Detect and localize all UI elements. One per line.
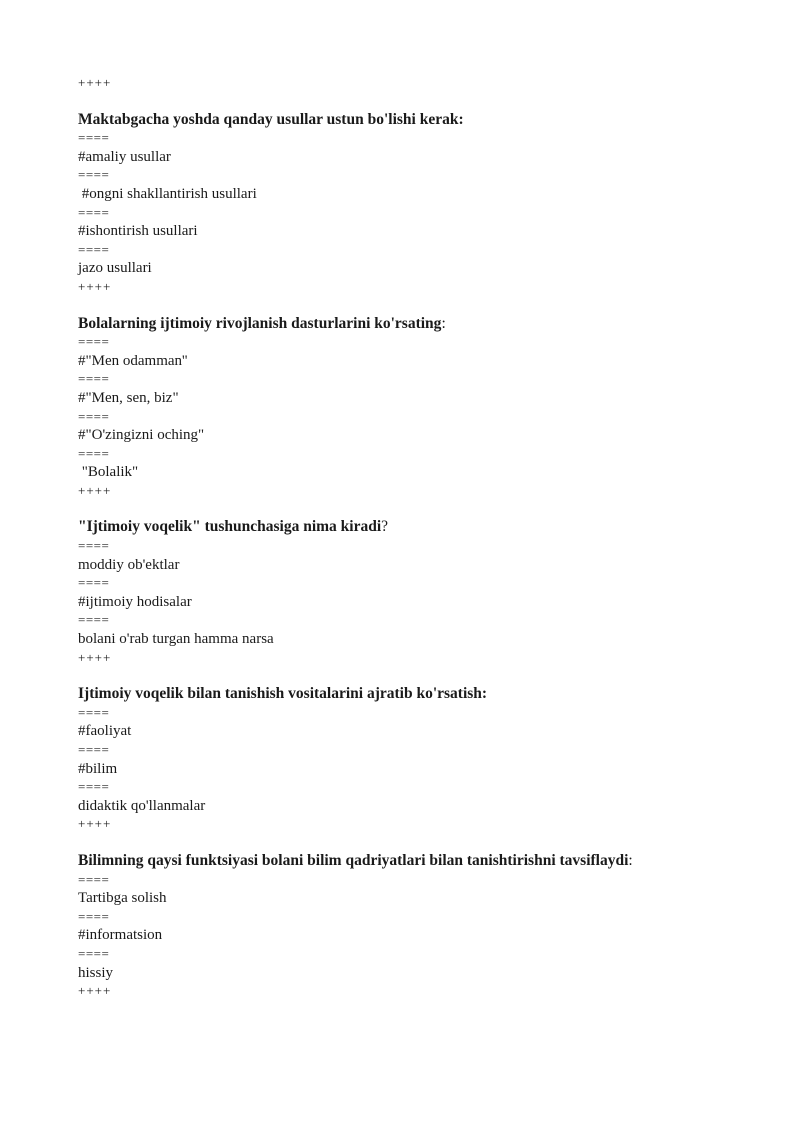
start-marker: ++++ xyxy=(78,75,112,90)
answer-option: #"Men odamman'' xyxy=(78,352,188,369)
separator: ==== xyxy=(78,445,110,461)
separator: ==== xyxy=(78,538,110,554)
end-marker: ++++ xyxy=(78,983,112,999)
answer-option: jazo usullari xyxy=(78,260,152,277)
question-block xyxy=(78,518,768,667)
question-title: Bolalarning ijtimoiy rivojlanish dasturlarini ko'rsating: xyxy=(78,314,446,332)
question-title: Maktabgacha yoshda qanday usullar ustun bo'lishi kerak: xyxy=(78,110,464,128)
answer-option: #ijtimoiy hodisalar xyxy=(78,593,192,610)
question-block xyxy=(78,685,768,834)
separator: ==== xyxy=(78,408,110,424)
separator: ==== xyxy=(78,704,110,720)
separator: ==== xyxy=(78,908,110,924)
separator: ==== xyxy=(78,612,110,628)
answer-option: #bilim xyxy=(78,760,118,777)
question-title: Bilimning qaysi funktsiyasi bolani bilim qadriyatlari bilan tanishtirishni tavsiflaydi: xyxy=(78,851,633,869)
answer-option: #informatsion xyxy=(78,927,163,944)
answer-option: #"O'zingizni oching" xyxy=(78,427,205,444)
separator: ==== xyxy=(78,204,110,220)
answer-option: moddiy ob'ektlar xyxy=(78,556,180,573)
answer-option: "Bolalik" xyxy=(78,464,139,481)
answer-option: bolani o'rab turgan hamma narsa xyxy=(78,631,274,648)
answer-option: didaktik qo'llanmalar xyxy=(78,797,206,814)
question-title: Ijtimoiy voqelik bilan tanishish vositalarini ajratib ko'rsatish: xyxy=(78,685,488,703)
answer-option: Tartibga solish xyxy=(78,890,167,907)
end-marker: ++++ xyxy=(78,482,112,498)
answer-option: #ongni shakllantirish usullari xyxy=(78,185,257,202)
separator: ==== xyxy=(78,575,110,591)
question-block xyxy=(78,315,768,501)
answer-option: #ishontirish usullari xyxy=(78,223,198,240)
answer-option: #faoliyat xyxy=(78,723,132,740)
question-block xyxy=(78,852,768,1001)
answer-option: hissiy xyxy=(78,964,114,981)
answer-option: #amaliy usullar xyxy=(78,148,171,165)
separator: ==== xyxy=(78,779,110,795)
end-marker: ++++ xyxy=(78,816,112,832)
separator: ==== xyxy=(78,167,110,183)
document-page xyxy=(78,74,768,1001)
question-block xyxy=(78,111,768,297)
end-marker: ++++ xyxy=(78,278,112,294)
separator: ==== xyxy=(78,130,110,146)
separator: ==== xyxy=(78,241,110,257)
end-marker: ++++ xyxy=(78,649,112,665)
separator: ==== xyxy=(78,742,110,757)
question-title: "Ijtimoiy voqelik" tushunchasiga nima kiradi? xyxy=(78,518,389,536)
separator: ==== xyxy=(78,871,110,887)
answer-option: #"Men, sen, biz" xyxy=(78,389,179,406)
separator: ==== xyxy=(78,371,110,387)
separator: ==== xyxy=(78,945,110,961)
separator: ==== xyxy=(78,334,110,350)
